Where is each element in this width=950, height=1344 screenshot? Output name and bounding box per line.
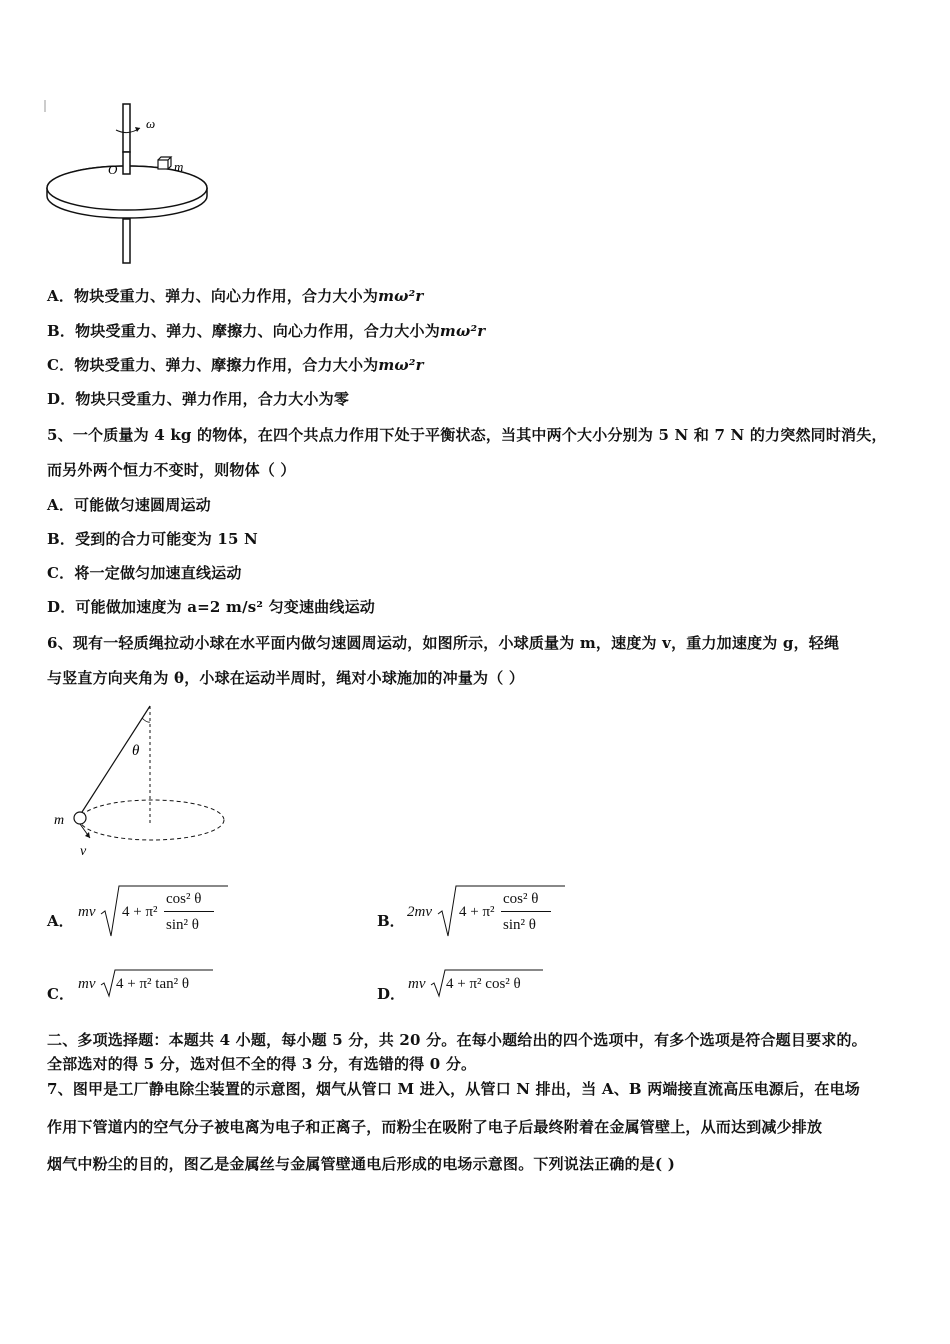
option-math: mω²r	[378, 287, 424, 305]
option-math: mω²r	[439, 322, 486, 340]
section2-heading-line2: 全部选对的得 5 分，选对但不全的得 3 分，有选错的得 0 分。	[47, 1055, 477, 1073]
q7-stem-line3: 烟气中粉尘的目的，图乙是金属丝与金属管壁通电后形成的电场示意图。下列说法正确的是( )	[47, 1155, 676, 1173]
center-label: O	[108, 162, 118, 177]
q5-option-d: D．可能做加速度为 a=2 m/s² 匀变速曲线运动	[47, 598, 375, 616]
conical-pendulum-figure	[50, 700, 235, 865]
option-letter: B．	[47, 322, 76, 340]
omega-label: ω	[146, 116, 156, 131]
q4-option-d: D．物块只受重力、弹力作用，合力大小为零	[47, 390, 350, 408]
q6-option-b-formula: 2mv 4 + π² cos² θ sin² θ	[407, 884, 567, 944]
option-letter: C．	[47, 356, 75, 374]
velocity-label: v	[80, 844, 87, 859]
fraction-bar	[501, 911, 551, 912]
q4-option-b: B．物块受重力、弹力、摩擦力、向心力作用，合力大小为mω²r	[47, 322, 486, 340]
q5-stem-line1: 5、一个质量为 4 kg 的物体，在四个共点力作用下处于平衡状态，当其中两个大小分别为 5 N 和 7 N 的力突然同时消失，	[47, 426, 887, 444]
sqrt-symbol	[437, 884, 567, 940]
q5-option-a: A．可能做匀速圆周运动	[47, 496, 211, 514]
q6-option-d-letter: D．	[377, 985, 406, 1003]
q4-option-a: A．物块受重力、弹力、向心力作用，合力大小为mω²r	[47, 287, 424, 305]
fraction-bar	[164, 911, 214, 912]
option-math: mω²r	[378, 356, 424, 374]
q5-stem-line2: 而另外两个恒力不变时，则物体（ ）	[47, 461, 296, 479]
mass-label: m	[174, 159, 184, 174]
q6-option-c-letter: C．	[47, 985, 74, 1003]
section2-heading-line1: 二、多项选择题：本题共 4 小题，每小题 5 分，共 20 分。在每小题给出的四个选项中，有多个选项是符合题目要求的。	[47, 1031, 867, 1049]
q7-stem-line2: 作用下管道内的空气分子被电离为电子和正离子，而粉尘在吸附了电子后最终附着在金属管壁上，从而达到减少排放	[47, 1118, 823, 1136]
rotating-disk-figure	[40, 98, 220, 268]
q4-option-c: C．物块受重力、弹力、摩擦力作用，合力大小为mω²r	[47, 356, 424, 374]
q7-stem-line1: 7、图甲是工厂静电除尘装置的示意图，烟气从管口 M 进入，从管口 N 排出，当 A、B 两端接直流高压电源后，在电场	[47, 1080, 861, 1098]
option-letter: A．	[47, 287, 75, 305]
q5-option-b: B．受到的合力可能变为 15 N	[47, 530, 258, 548]
q6-option-a-letter: A．	[47, 912, 74, 930]
q6-option-a-formula: mv 4 + π² cos² θ sin² θ	[78, 884, 238, 944]
q6-stem-line2: 与竖直方向夹角为 θ，小球在运动半周时，绳对小球施加的冲量为（ ）	[47, 669, 525, 687]
q6-option-d-formula: mv 4 + π² cos² θ	[408, 968, 558, 998]
q6-option-b-letter: B．	[377, 912, 405, 930]
q6-option-c-formula: mv 4 + π² tan² θ	[78, 968, 228, 998]
mass-label: m	[54, 813, 65, 828]
q5-option-c: C．将一定做匀加速直线运动	[47, 564, 242, 582]
theta-label: θ	[132, 743, 140, 759]
sqrt-symbol	[100, 884, 230, 940]
option-letter: D．	[47, 390, 76, 408]
q6-stem-line1: 6、现有一轻质绳拉动小球在水平面内做匀速圆周运动，如图所示，小球质量为 m，速度为 v，重力加速度为 g，轻绳	[47, 634, 840, 652]
